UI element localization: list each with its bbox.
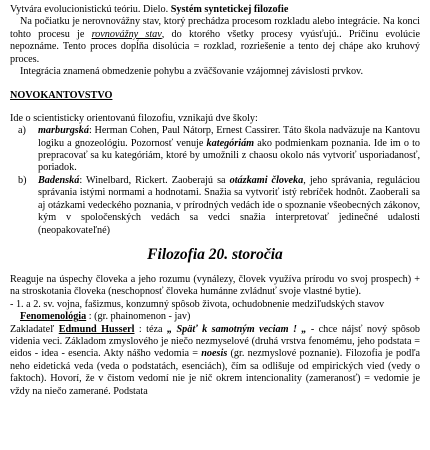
schools-list — [10, 125, 420, 237]
husserl-paragraph — [10, 324, 420, 398]
phenomenology-line — [10, 311, 420, 323]
section-paragraph-1: Reaguje na úspechy človeka a jeho rozumu (vynálezy, človek využíva prírodu vo svoj prospech) + na stroskotania človeka (neschopnosť človeka humánne zvládnuť svoje vlastné bytie). — [10, 273, 420, 298]
husserl-text-1: - chce nájsť nový spôsob videnia veci. Základom zmyslového je niečo nezmyselové (druhá vrstva fenomému, jeho podstata = eidos - idea - esencia. Akty nášho vedomia = — [10, 323, 421, 360]
p2-underlined: rovnovážny stav — [91, 28, 162, 40]
husserl-text-2: (gr. nezmyslové poznanie). Filozofia je podľa neho eidetická veda (veda o podstatách, esenciách), čím sa odlišuje od empirických vied (vedy o faktoch). Hovorí, že v čistom vedomí nie je nič okrem intencionality (zameranosť) = vedomie je vždy na niečo zamerané. Podstata — [10, 348, 421, 397]
list-item — [18, 175, 420, 237]
item-text-2: ako podmienkam poznania. Ide im o to prepracovať sa ku kategóriám, ktoré by umožnili z chaosu okolo nás vytvoriť usporiadanosť, poriadok. — [38, 137, 420, 174]
noesis-term: noesis — [201, 348, 228, 360]
item-emphasis: otázkami človeka — [229, 174, 304, 186]
item-text-1: : Winelbard, Rickert. Zaoberajú sa — [79, 174, 230, 186]
novokant-lead: Ide o scientisticky orientovanú filozofiu, vznikajú dve školy: — [10, 112, 258, 124]
work-title: Systém syntetickej filozofie — [170, 4, 289, 15]
p2-part-b: , do ktorého všetky procesy vyúsťujú.. Príčinu evolúcie nepoznáme. Tento proces dopĺňa disolúcia = rozklad, rozriešenie a tento dej chápe ako kruhový proces. — [10, 28, 420, 65]
p2-part-a: Na počiatku je nerovnovážny stav, ktorý prechádza procesom rozkladu alebo integrácie. Na konci tohto procesu je — [10, 16, 420, 40]
intro-line-text: Vytvára evolucionistickú teóriu. Dielo. — [10, 4, 171, 15]
item-text-1: : Herman Cohen, Paul Nátorp, Ernest Cassirer. Táto škola nadväzuje na Kantovu logiku a gnozeológiu. Pozornosť venuje — [38, 125, 420, 149]
section-title: Filozofia 20. storočia — [147, 245, 283, 263]
item-emphasis: kategóriám — [206, 137, 255, 149]
phenomenology-etymology: : (gr. phainomenon - jav) — [86, 311, 191, 323]
section-paragraph-2: - 1. a 2. sv. vojna, fašizmus, konzumný spôsob života, ochudobnenie medziľudských stavov — [10, 298, 385, 310]
section-heading-novokantovstvo: NOVOKANTOVSTVO — [10, 90, 113, 102]
list-marker: a) — [18, 125, 26, 137]
intro-line — [10, 4, 420, 16]
thesis-label: : téza — [134, 323, 167, 335]
list-marker: b) — [18, 174, 27, 186]
school-name: Badenská — [38, 174, 80, 186]
founder-name: Edmund Husserl — [58, 323, 135, 335]
school-name: marburgská — [38, 125, 89, 137]
list-item — [18, 125, 420, 175]
founder-label: Zakladateľ — [10, 323, 59, 335]
list-item-text — [38, 175, 420, 237]
list-item-text — [38, 125, 420, 175]
item-text-2: , jeho správania, reguláciou správania istými normami a hodnotami. Snažia sa vytvoriť istý rebríček hodnôt. Zaoberali sa aj otázkami vedeckého poznania, v prírodných vedách ide o spoznanie všeobecných zákonov, kým v spoločenských vedách sa vedci snažia interpretovať jedinečné udalosti (neopakovateľné) — [38, 174, 420, 236]
phenomenology-term: Fenomenológia — [20, 311, 87, 323]
intro-paragraph-2 — [10, 16, 420, 66]
thesis-quote: „ Späť k samotným veciam ! „ — [166, 323, 307, 335]
intro-paragraph-3: Integrácia znamená obmedzenie pohybu a zväčšovanie vzájomnej závislosti prvkov. — [20, 66, 364, 78]
